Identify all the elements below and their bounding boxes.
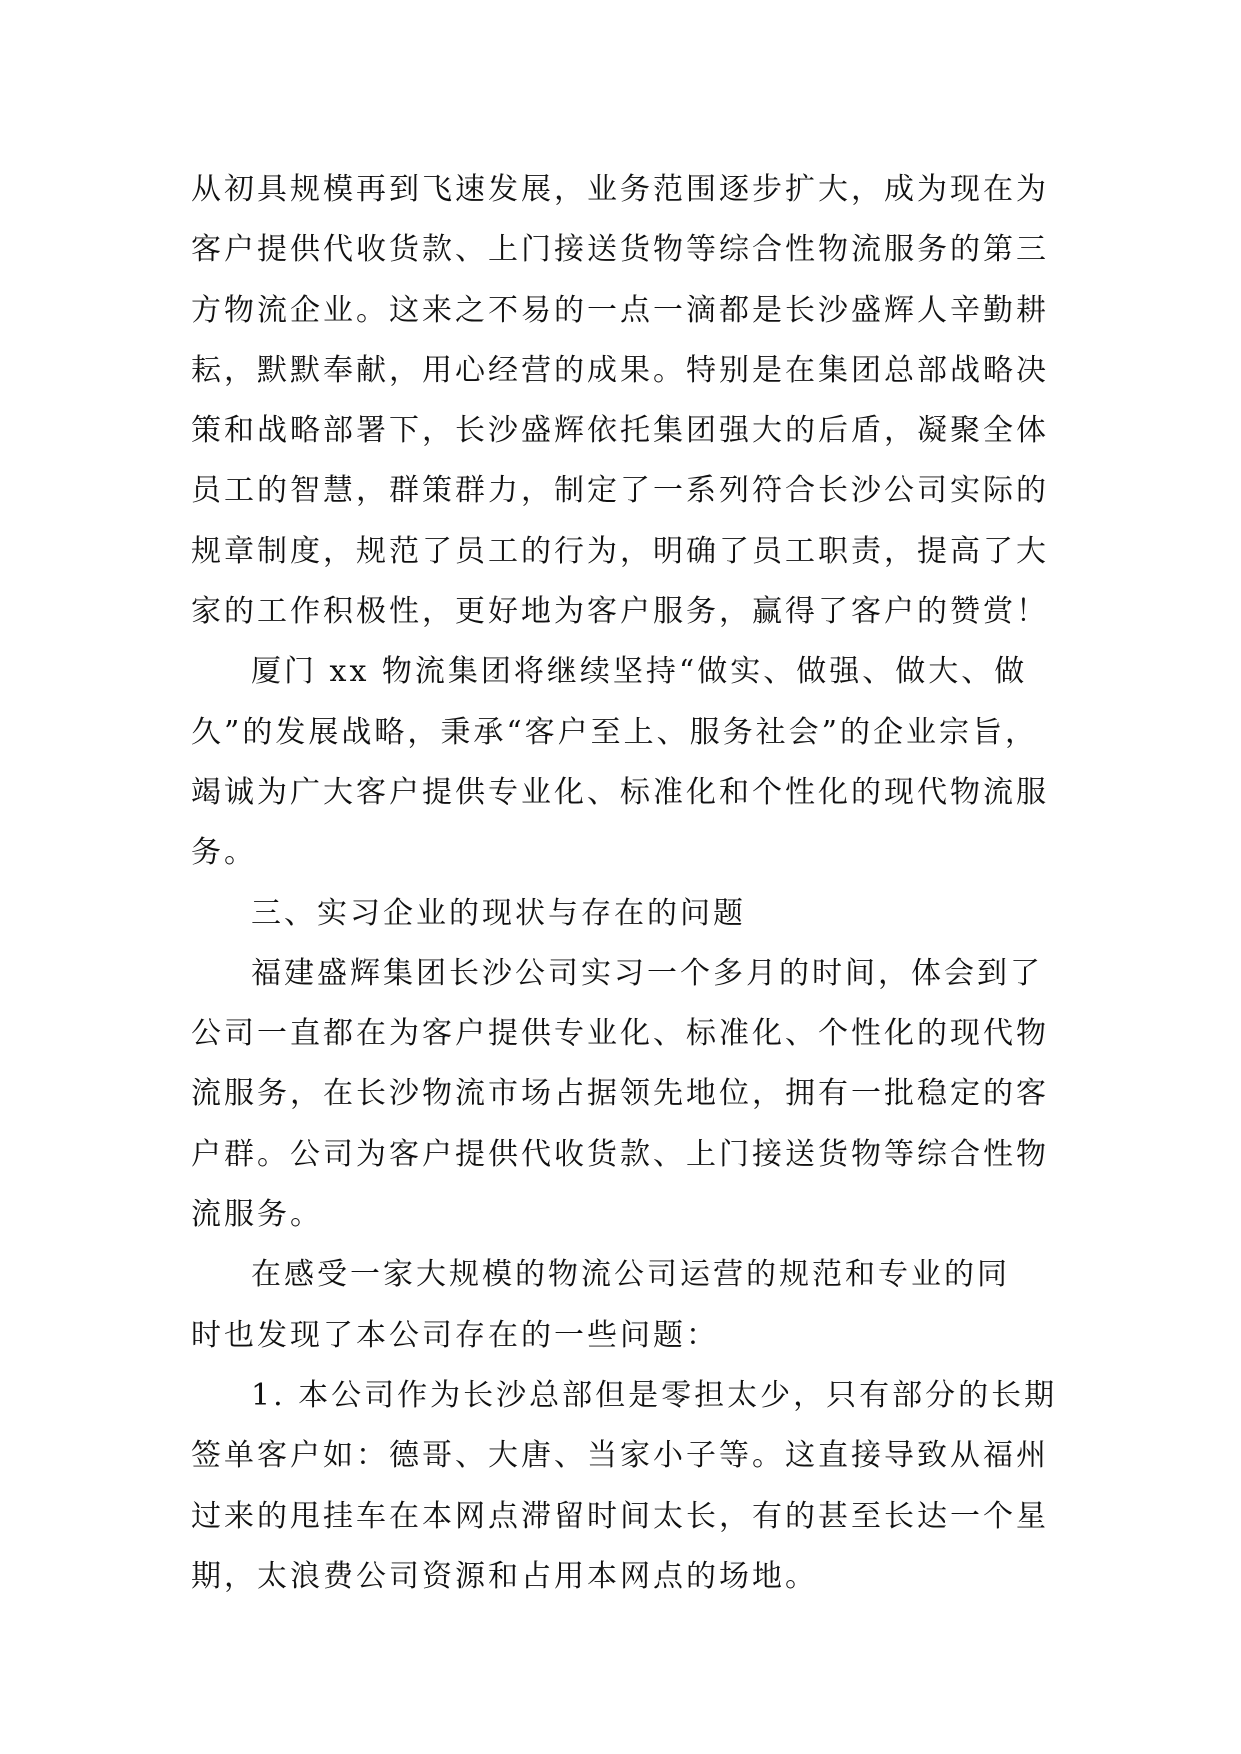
list-item-line: 1. 本公司作为长沙总部但是零担太少，只有部分的长期 xyxy=(251,1377,1058,1413)
list-item-line: 签单客户如：德哥、大唐、当家小子等。这直接导致从福州 xyxy=(191,1438,1049,1474)
text-line: 从初具规模再到飞速发展，业务范围逐步扩大，成为现在为 xyxy=(191,172,1049,207)
document-body xyxy=(191,160,1058,1607)
text-line: 方物流企业。这来之不易的一点一滴都是长沙盛辉人辛勤耕 xyxy=(191,292,1049,328)
text-line: 厦门 xx 物流集团将继续坚持“做实、做强、做大、做 xyxy=(251,654,1028,690)
text-line: 耘，默默奉献，用心经营的成果。特别是在集团总部战略决 xyxy=(191,352,1049,388)
text-line: 在感受一家大规模的物流公司运营的规范和专业的同 xyxy=(251,1257,1010,1293)
text-line: 员工的智慧，群策群力，制定了一系列符合长沙公司实际的 xyxy=(191,473,1049,509)
text-line: 策和战略部署下，长沙盛辉依托集团强大的后盾，凝聚全体 xyxy=(191,413,1049,449)
text-line: 家的工作积极性，更好地为客户服务，赢得了客户的赞赏！ xyxy=(191,594,1049,630)
text-line: 流服务。 xyxy=(191,1197,323,1233)
text-line: 规章制度，规范了员工的行为，明确了员工职责，提高了大 xyxy=(191,533,1049,569)
text-line: 客户提供代收货款、上门接送货物等综合性物流服务的第三 xyxy=(191,232,1049,268)
text-line: 公司一直都在为客户提供专业化、标准化、个性化的现代物 xyxy=(191,1016,1049,1052)
list-item-line: 过来的甩挂车在本网点滞留时间太长，有的甚至长达一个星 xyxy=(191,1498,1049,1534)
text-line: 竭诚为广大客户提供专业化、标准化和个性化的现代物流服 xyxy=(191,774,1049,810)
text-line: 久”的发展战略，秉承“客户至上、服务社会”的企业宗旨， xyxy=(191,714,1039,750)
text-line: 时也发现了本公司存在的一些问题： xyxy=(191,1317,719,1353)
text-line: 户群。公司为客户提供代收货款、上门接送货物等综合性物 xyxy=(191,1136,1049,1172)
list-item-line: 期，太浪费公司资源和占用本网点的场地。 xyxy=(191,1558,818,1594)
text-line: 务。 xyxy=(191,835,257,871)
text-line: 福建盛辉集团长沙公司实习一个多月的时间，体会到了 xyxy=(251,955,1043,991)
text-line: 流服务，在长沙物流市场占据领先地位，拥有一批稳定的客 xyxy=(191,1076,1049,1112)
section-heading: 三、实习企业的现状与存在的问题 xyxy=(251,895,746,931)
